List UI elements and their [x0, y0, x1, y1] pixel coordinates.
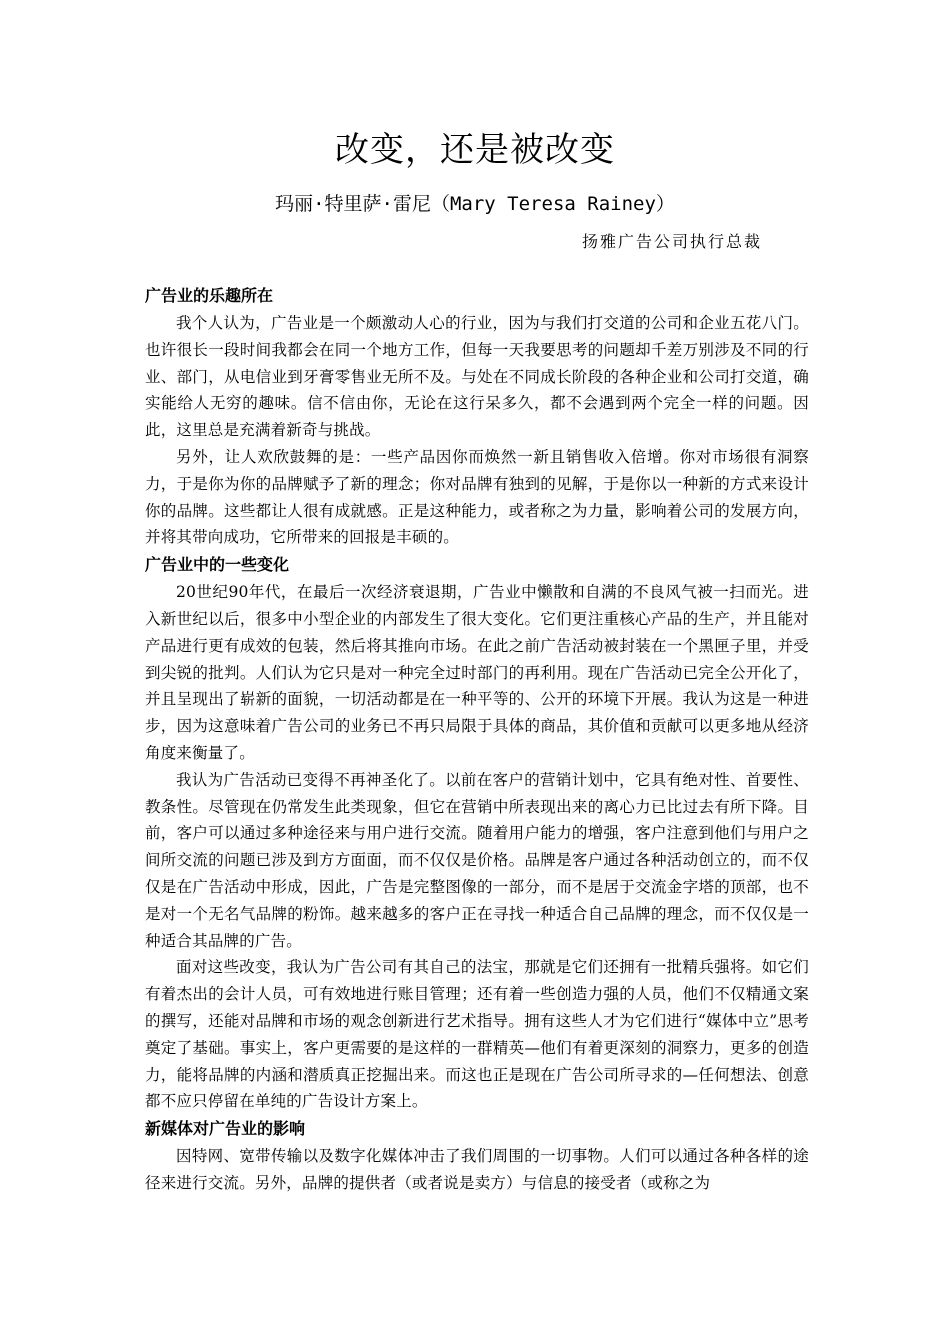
- paragraph: 我个人认为，广告业是一个颇激动人心的行业，因为与我们打交道的公司和企业五花八门。也许很长一段时间我都会在同一个地方工作，但每一天我要思考的问题却千差万别涉及不同的行业、部门，从电信业到牙膏零售业无所不及。与处在不同成长阶段的各种企业和公司打交道，确实能给人无穷的趣味。信不信由你，无论在这行呆多久，都不会遇到两个完全一样的问题。因此，这里总是充满着新奇与挑战。: [145, 314, 809, 440]
- article-title: 改变，还是被改变: [335, 130, 615, 170]
- author-line: 玛丽·特里萨·雷尼（Mary Teresa Rainey）: [275, 193, 675, 215]
- section-heading: 新媒体对广告业的影响: [145, 1119, 306, 1139]
- paragraph: 我认为广告活动已变得不再神圣化了。以前在客户的营销计划中，它具有绝对性、首要性、教条性。尽管现在仍常发生此类现象，但它在营销中所表现出来的离心力已比过去有所下降。目前，客户可以通过多种途径来与用户进行交流。随着用户能力的增强，客户注意到他们与用户之间所交流的问题已涉及到方方面面，而不仅仅是价格。品牌是客户通过各种活动创立的，而不仅仅是在广告活动中形成，因此，广告是完整图像的一部分，而不是居于交流金字塔的顶部，也不是对一个无名气品牌的粉饰。越来越多的客户正在寻找一种适合自己品牌的理念，而不仅仅是一种适合其品牌的广告。: [145, 770, 809, 950]
- article-body: [145, 282, 809, 1197]
- section-heading: 广告业的乐趣所在: [145, 286, 274, 305]
- paragraph: 20世纪90年代，在最后一次经济衰退期，广告业中懒散和自满的不良风气被一扫而光。进入新世纪以后，很多中小型企业的内部发生了很大变化。它们更注重核心产品的生产，并且能对产品进行更有成效的包装，然后将其推向市场。在此之前广告活动被封装在一个黑匣子里，并受到尖锐的批判。人们认为它只是对一种完全过时部门的再利用。现在广告活动已完全公开化了，并且呈现出了崭新的面貌，一切活动都是在一种平等的、公开的环境下开展。我认为这是一种进步，因为这意味着广告公司的业务已不再只局限于具体的商品，其价值和贡献可以更多地从经济角度来衡量了。: [145, 583, 809, 762]
- section-heading: 广告业中的一些变化: [145, 555, 290, 575]
- paragraph: 因特网、宽带传输以及数字化媒体冲击了我们周围的一切事物。人们可以通过各种各样的途径来进行交流。另外，品牌的提供者（或者说是卖方）与信息的接受者（或称之为: [145, 1147, 809, 1192]
- paragraph: 面对这些改变，我认为广告公司有其自己的法宝，那就是它们还拥有一批精兵强将。如它们有着杰出的会计人员，可有效地进行账目管理；还有着一些创造力强的人员，他们不仅精通文案的撰写，还能对品牌和市场的观念创新进行艺术指导。拥有这些人才为它们进行“媒体中立”思考奠定了基础。事实上，客户更需要的是这样的一群精英—他们有着更深刻的洞察力，更多的创造力，能将品牌的内涵和潜质真正挖掘出来。而这也正是现在广告公司所寻求的—任何想法、创意都不应只停留在单纯的广告设计方案上。: [145, 958, 809, 1111]
- paragraph: 另外，让人欢欣鼓舞的是：一些产品因你而焕然一新且销售收入倍增。你对市场很有洞察力，于是你为你的品牌赋予了新的理念；你对品牌有独到的见解，于是你以一种新的方式来设计你的品牌。这些都让人很有成就感。正是这种能力，或者称之为力量，影响着公司的发展方向，并将其带向成功，它所带来的回报是丰硕的。: [145, 447, 809, 547]
- author-affiliation: 扬雅广告公司执行总裁: [581, 232, 762, 251]
